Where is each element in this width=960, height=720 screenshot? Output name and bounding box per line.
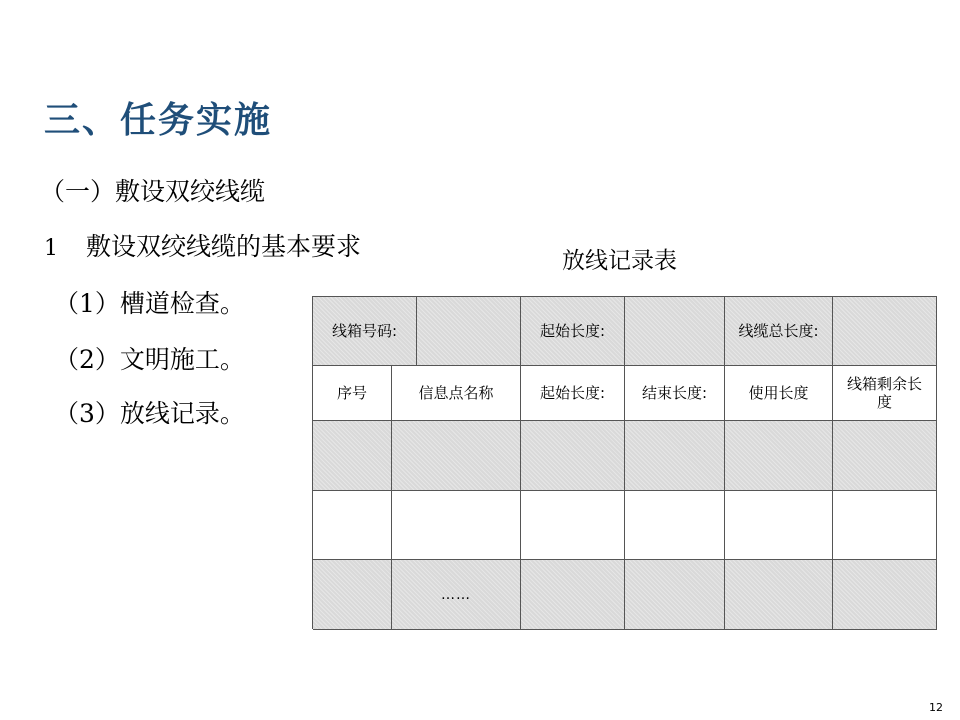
column-header-point-name: 信息点名称: [392, 366, 521, 421]
table-cell: [313, 491, 392, 560]
table-cell: [625, 560, 725, 630]
column-header-used-length: 使用长度: [725, 366, 833, 421]
table-caption: 放线记录表: [562, 248, 677, 274]
table-cell: [521, 491, 625, 560]
table-cell: [725, 491, 833, 560]
point-text: 敷设双绞线缆的基本要求: [86, 232, 362, 261]
page-number: 12: [929, 701, 943, 714]
table-cell: [833, 421, 937, 491]
table-cell-ellipsis: ……: [392, 560, 521, 630]
table-cell: [725, 560, 833, 630]
list-item-cable-record: （3）放线记录。: [54, 399, 245, 428]
column-header-index: 序号: [313, 366, 392, 421]
section-subtitle: （一）敷设双绞线缆: [40, 177, 266, 206]
table-cell-box-number-label: 线箱号码:: [313, 297, 417, 366]
table-cell: [833, 560, 937, 630]
table-cell-start-length-label: 起始长度:: [521, 297, 625, 366]
table-cell: [521, 421, 625, 491]
table-cell: [833, 491, 937, 560]
table-cell: [625, 491, 725, 560]
table-cell: [392, 491, 521, 560]
column-header-remaining-length: 线箱剩余长度: [833, 366, 937, 421]
table-cell-total-length-label: 线缆总长度:: [725, 297, 833, 366]
table-cell-box-number-value: [417, 297, 521, 366]
table-cell: [313, 421, 392, 491]
list-item-civilized-construction: （2）文明施工。: [54, 345, 245, 374]
slide-title: 三、任务实施: [44, 100, 273, 141]
list-item-trough-check: （1）槽道检查。: [54, 289, 245, 318]
table-cell: [521, 560, 625, 630]
table-cell: [392, 421, 521, 491]
point-heading: [44, 227, 361, 263]
table-cell-total-length-value: [833, 297, 937, 366]
column-header-end-length: 结束长度:: [625, 366, 725, 421]
column-header-start-length: 起始长度:: [521, 366, 625, 421]
table-cell: [313, 560, 392, 630]
cable-record-table: [312, 296, 937, 629]
table-cell-start-length-value: [625, 297, 725, 366]
point-number: 1: [44, 236, 58, 261]
table-cell: [625, 421, 725, 491]
table-cell: [725, 421, 833, 491]
